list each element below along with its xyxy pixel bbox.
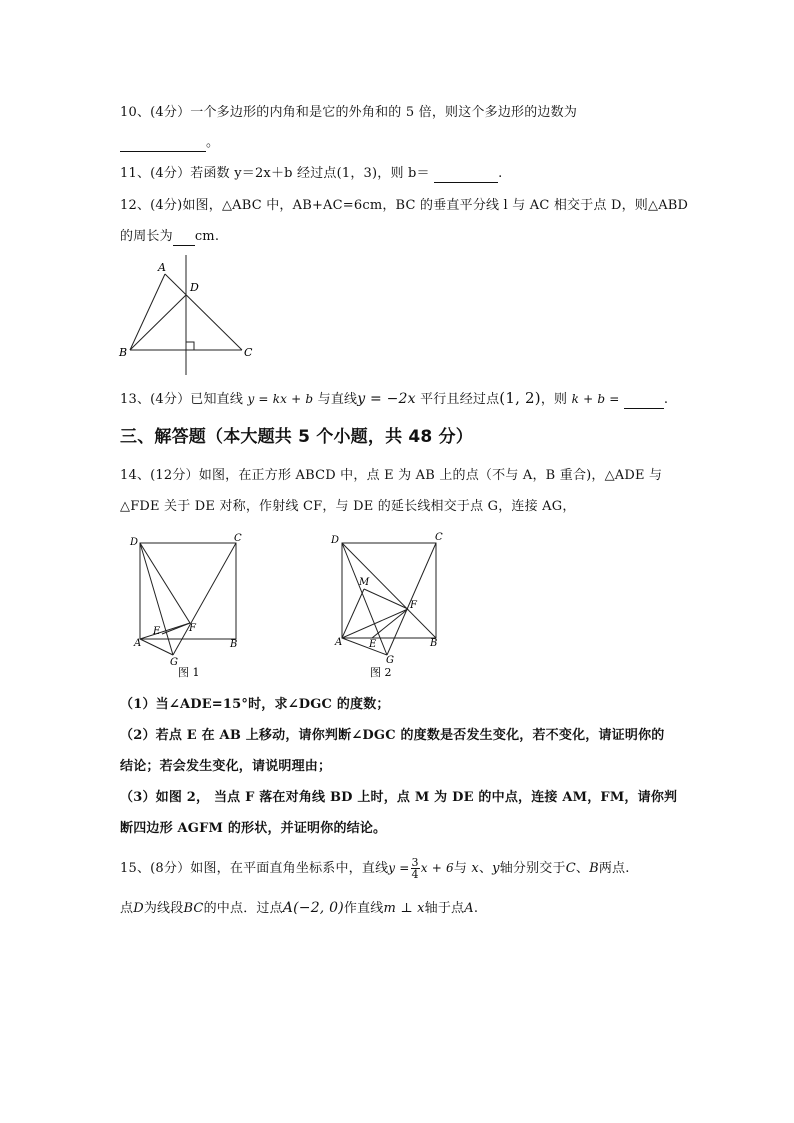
fig2-caption: 图 2: [370, 666, 392, 679]
fig2-label-D: D: [331, 535, 340, 546]
q12-suffix: cm.: [194, 229, 220, 244]
q15-sep: 、: [478, 861, 493, 876]
q15-C: C: [565, 861, 576, 876]
q15-l2f: .: [473, 901, 479, 916]
fig1-label-F: F: [189, 623, 196, 634]
q11-line: [120, 165, 502, 183]
fig1-label-E: E: [153, 626, 161, 637]
q12-label-B: B: [119, 346, 128, 359]
q15-mid1: 与: [453, 861, 468, 876]
q14-sub3-line2: 断四边形 AGFM 的形状，并证明你的结论。: [120, 821, 387, 836]
q15-sep2: 、: [575, 861, 590, 876]
q15-l2a: 点: [120, 901, 134, 916]
q11-text: 11、(4分）若函数 y＝2x＋b 经过点(1，3)，则 b＝: [120, 166, 430, 181]
fig2-label-C: C: [435, 532, 443, 543]
q13-blank[interactable]: [624, 394, 664, 409]
section-3-heading: 三、解答题（本大题共 5 个小题，共 48 分）: [120, 427, 473, 447]
q15-frac-numerator: 3: [411, 856, 419, 869]
q12-line2: [120, 228, 219, 246]
q15-m-perp-x: m ⊥ x: [383, 901, 425, 916]
q12-prefix: 的周长为: [120, 229, 173, 244]
q14-sub1: （1）当∠ADE=15°时，求∠DGC 的度数；: [120, 697, 390, 712]
q14-text-line1: 14、(12分）如图，在正方形 ABCD 中，点 E 为 AB 上的点（不与 A，B 重合)，△ADE 与: [120, 468, 663, 483]
q13-mid3: ，则: [540, 392, 568, 407]
q13-mid1: 与直线: [317, 392, 358, 407]
fig2-label-G: G: [386, 655, 394, 666]
q15-point-A: A(−2, 0): [282, 900, 344, 916]
q12-triangle-figure: [110, 255, 270, 380]
q10-blank[interactable]: [120, 137, 206, 152]
fig1-label-D: D: [130, 537, 139, 548]
fig1-label-C: C: [234, 533, 242, 544]
fig1-label-A: A: [134, 638, 142, 649]
q15-fraction: [411, 857, 420, 880]
q15-mid2: 轴分别交于: [499, 861, 566, 876]
q13-point: (1, 2): [499, 389, 541, 407]
q14-sub2-line1: （2）若点 E 在 AB 上移动，请你判断∠DGC 的度数是否发生变化，若不变化，请证明你的: [120, 728, 665, 743]
fig2-label-M: M: [359, 577, 370, 588]
fig2-label-A: A: [335, 637, 343, 648]
q12-label-C: C: [244, 346, 253, 359]
q15-x: x: [471, 861, 479, 876]
fig2-label-F: F: [410, 600, 417, 611]
q15-tail: 两点.: [598, 861, 630, 876]
q15-l2c: 的中点．过点: [203, 901, 283, 916]
q12-label-A: A: [158, 261, 166, 274]
q12-blank[interactable]: [173, 231, 195, 246]
q15-l2e: 轴于点: [424, 901, 465, 916]
q15-prefix: 15、(8分）如图，在平面直角坐标系中，直线: [120, 861, 389, 876]
q15-BC: BC: [183, 901, 204, 916]
q15-B: B: [589, 861, 599, 876]
fig1-caption: 图 1: [178, 666, 200, 679]
q12-text: 12、(4分)如图，△ABC 中，AB+AC=6cm，BC 的垂直平分线 l 与 AC 相交于点 D，则△ABD: [120, 198, 689, 213]
q15-eq-rest: x + 6: [420, 861, 454, 875]
fig1-label-G: G: [170, 657, 178, 668]
q13-eq1: y = kx + b: [247, 392, 314, 406]
q14-sub2-line2: 结论；若会发生变化，请说明理由；: [120, 759, 332, 774]
q15-l2b: 为线段: [143, 901, 184, 916]
q15-frac-denominator: 4: [411, 868, 419, 881]
q13-mid2: 平行且经过点: [420, 392, 500, 407]
q15-y: y: [492, 861, 500, 876]
q12-label-D: D: [190, 281, 199, 294]
q15-D: D: [133, 901, 144, 916]
q14-figure-2: [326, 530, 456, 680]
q13-tail: .: [663, 392, 669, 407]
q11-tail: .: [498, 166, 503, 181]
q14-sub3-line1: （3）如图 2， 当点 F 落在对角线 BD 上时，点 M 为 DE 的中点，连接 AM，FM，请你判: [120, 790, 678, 805]
q11-blank[interactable]: [434, 168, 498, 183]
q13-eq2: y = −2x: [357, 391, 416, 407]
q13-prefix: 13、(4分）已知直线: [120, 392, 244, 407]
q10-text: 10、(4分）一个多边形的内角和是它的外角和的 5 倍，则这个多边形的边数为: [120, 105, 578, 120]
q15-A: A: [464, 901, 474, 916]
fig2-label-E: E: [369, 639, 377, 650]
q15-line1: [120, 856, 630, 881]
fig2-label-B: B: [430, 638, 438, 649]
q15-line2: [120, 899, 478, 918]
q14-figure-1: [126, 530, 256, 680]
q13-line: [120, 389, 668, 409]
q13-expr: k + b =: [571, 392, 620, 406]
q10-answer-line: [120, 134, 219, 152]
q14-text-line2: △FDE 关于 DE 对称，作射线 CF，与 DE 的延长线相交于点 G，连接 AG，: [120, 499, 576, 514]
q10-tail: 。: [206, 135, 220, 150]
q15-eq-y: y =: [388, 861, 410, 875]
q15-l2d: 作直线: [343, 901, 384, 916]
fig1-label-B: B: [230, 639, 238, 650]
